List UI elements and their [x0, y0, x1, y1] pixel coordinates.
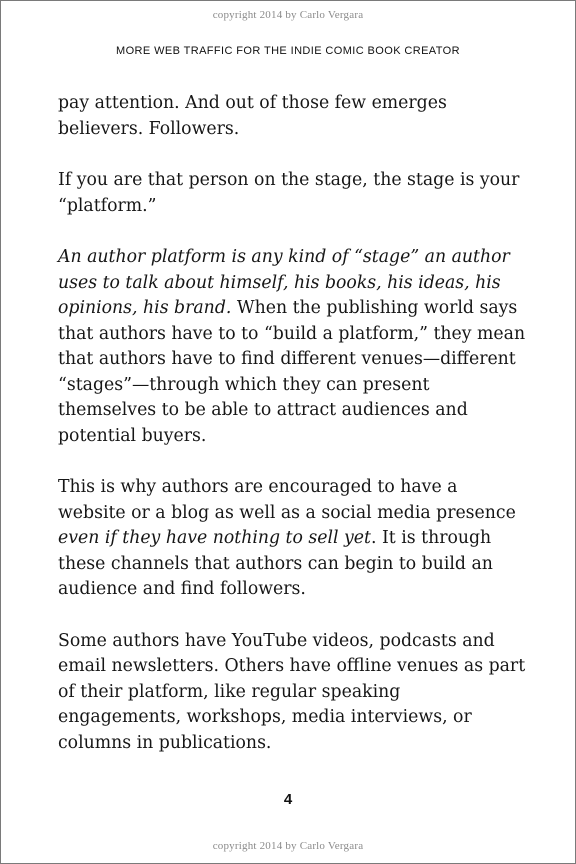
running-head: MORE WEB TRAFFIC FOR THE INDIE COMIC BOOK CREATOR [116, 45, 460, 57]
paragraph-3 [58, 245, 528, 449]
paragraph-1 [58, 91, 528, 142]
paragraph-3-italic-definition: An author platform is any kind of “stage” an author uses to talk about himself, his books, his ideas, his opinions, his brand. [58, 247, 510, 318]
copyright-header: copyright 2014 by Carlo Vergara [212, 9, 364, 21]
paragraph-4-italic-phrase: even if they have nothing to sell yet [58, 528, 371, 548]
copyright-footer: copyright 2014 by Carlo Vergara [212, 840, 364, 852]
paragraph-4-text-start: This is why authors are encouraged to have a website or a blog as well as a social media presence [58, 477, 516, 523]
paragraph-3-text: When the publishing world says that authors have to to “build a platform,” they mean that authors have to find different venues—different “stages”—through which they can present themselves to be able to attract audiences and potential buyers. [58, 298, 526, 446]
paragraph-4-text-end: . It is through these channels that authors can begin to build an audience and find followers. [58, 528, 493, 599]
paragraph-5 [58, 629, 528, 757]
paragraph-1-text: pay attention. And out of those few emerges believers. Followers. [58, 93, 447, 139]
paragraph-2-text: If you are that person on the stage, the stage is your “platform.” [58, 170, 520, 216]
body-text [58, 91, 528, 782]
paragraph-4 [58, 475, 528, 603]
page-number: 4 [283, 791, 293, 808]
paragraph-2 [58, 168, 528, 219]
paragraph-5-text: Some authors have YouTube videos, podcasts and email newsletters. Others have offline venues as part of their platform, like regular speaking engagements, workshops, media interviews, or columns in publications. [58, 630, 526, 753]
